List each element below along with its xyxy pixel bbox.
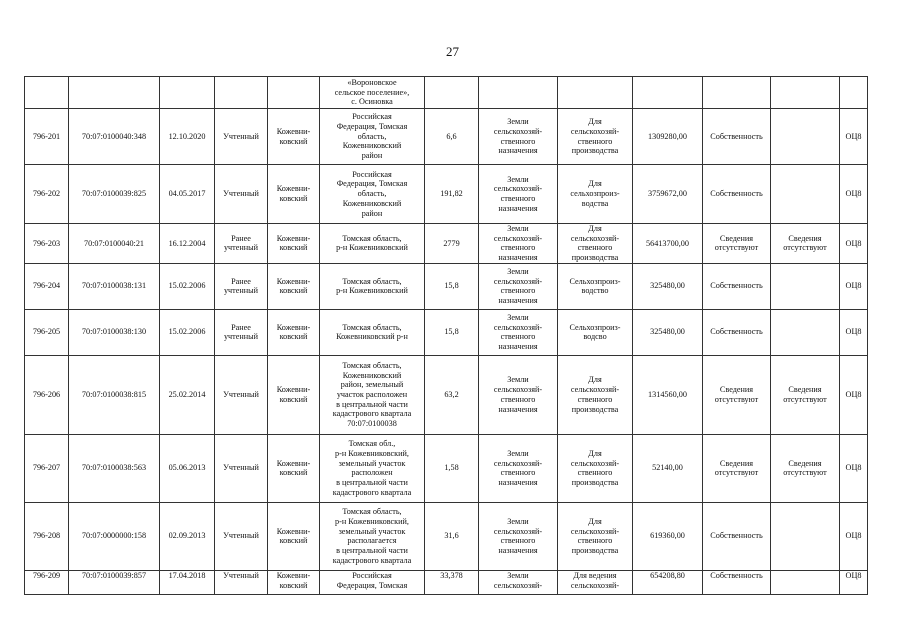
cell-cadastral-number: 70:07:0100039:857 xyxy=(69,570,160,594)
cell-land-category: Земли сельскохозяй- ственного назначения xyxy=(479,309,558,355)
cell-cadastral-number xyxy=(69,77,160,109)
cell-code: ОЦ8 xyxy=(840,165,868,224)
cell-address: Российская Федерация, Томская xyxy=(320,570,425,594)
cell-cadastral-value: 3759672,00 xyxy=(633,165,703,224)
cell-right-holder xyxy=(771,570,840,594)
cell-code: ОЦ8 xyxy=(840,224,868,264)
cell-right-holder xyxy=(771,109,840,165)
cell-address: Российская Федерация, Томская область, Кожевниковский район xyxy=(320,165,425,224)
cell-cadastral-number: 70:07:0000000:158 xyxy=(69,502,160,570)
cell-id: 796-205 xyxy=(25,309,69,355)
cell-code: ОЦ8 xyxy=(840,434,868,502)
cell-right-type: Собственность xyxy=(703,502,771,570)
cell-code: ОЦ8 xyxy=(840,109,868,165)
table-row xyxy=(25,355,868,434)
cell-status: Ранее учтенный xyxy=(215,263,268,309)
cell-date: 15.02.2006 xyxy=(160,263,215,309)
cell-address: «Вороновское сельское поселение», с. Осиновка xyxy=(320,77,425,109)
cell-status: Учтенный xyxy=(215,355,268,434)
cell-area xyxy=(425,77,479,109)
cell-right-holder xyxy=(771,263,840,309)
cell-cadastral-value: 52140,00 xyxy=(633,434,703,502)
cell-right-holder xyxy=(771,77,840,109)
cell-area: 6,6 xyxy=(425,109,479,165)
cell-address: Томская обл., р-н Кожевниковский, земельный участок расположен в центральной части кадастрового квартала xyxy=(320,434,425,502)
table-row xyxy=(25,263,868,309)
cell-id: 796-204 xyxy=(25,263,69,309)
cell-right-holder: Сведения отсутствуют xyxy=(771,224,840,264)
table-row xyxy=(25,434,868,502)
cell-id: 796-209 xyxy=(25,570,69,594)
cell-code: ОЦ8 xyxy=(840,355,868,434)
cell-cadastral-number: 70:07:0100038:130 xyxy=(69,309,160,355)
cell-date xyxy=(160,77,215,109)
cell-land-category: Земли сельскохозяй- ственного назначения xyxy=(479,434,558,502)
table-row xyxy=(25,309,868,355)
cell-right-holder xyxy=(771,309,840,355)
cell-land-category: Земли сельскохозяй- ственного назначения xyxy=(479,224,558,264)
cell-id: 796-202 xyxy=(25,165,69,224)
cell-date: 04.05.2017 xyxy=(160,165,215,224)
cell-cadastral-number: 70:07:0100040:348 xyxy=(69,109,160,165)
cell-status: Учтенный xyxy=(215,502,268,570)
cell-cadastral-value: 619360,00 xyxy=(633,502,703,570)
cell-right-holder: Сведения отсутствуют xyxy=(771,434,840,502)
cell-code: ОЦ8 xyxy=(840,263,868,309)
cell-date: 02.09.2013 xyxy=(160,502,215,570)
cell-right-type: Сведения отсутствуют xyxy=(703,355,771,434)
cell-right-holder: Сведения отсутствуют xyxy=(771,355,840,434)
cell-status: Ранее учтенный xyxy=(215,224,268,264)
cell-code xyxy=(840,77,868,109)
cell-status xyxy=(215,77,268,109)
cell-date: 15.02.2006 xyxy=(160,309,215,355)
cell-address: Томская область, Кожевниковский р-н xyxy=(320,309,425,355)
cell-land-category: Земли сельскохозяй- xyxy=(479,570,558,594)
cell-id: 796-203 xyxy=(25,224,69,264)
cell-address: Томская область, р-н Кожевниковский xyxy=(320,224,425,264)
cell-cadastral-number: 70:07:0100039:825 xyxy=(69,165,160,224)
cell-status: Учтенный xyxy=(215,570,268,594)
cell-permitted-use: Для сельскохозяй- ственного производства xyxy=(558,502,633,570)
cell-status: Ранее учтенный xyxy=(215,309,268,355)
cell-area: 15,8 xyxy=(425,263,479,309)
cell-area: 63,2 xyxy=(425,355,479,434)
cell-cadastral-value: 325480,00 xyxy=(633,309,703,355)
cell-district: Кожевни- ковский xyxy=(268,355,320,434)
cell-permitted-use xyxy=(558,77,633,109)
cell-id: 796-206 xyxy=(25,355,69,434)
cell-address: Российская Федерация, Томская область, Кожевниковский район xyxy=(320,109,425,165)
cell-area: 31,6 xyxy=(425,502,479,570)
cell-cadastral-value: 56413700,00 xyxy=(633,224,703,264)
cell-district: Кожевни- ковский xyxy=(268,224,320,264)
cell-right-type xyxy=(703,77,771,109)
land-plots-table xyxy=(24,76,868,595)
cell-permitted-use: Для ведения сельскохозяй- xyxy=(558,570,633,594)
cell-cadastral-value: 325480,00 xyxy=(633,263,703,309)
cell-cadastral-number: 70:07:0100038:815 xyxy=(69,355,160,434)
cell-status: Учтенный xyxy=(215,434,268,502)
cell-district xyxy=(268,77,320,109)
cell-permitted-use: Для сельскохозяй- ственного производства xyxy=(558,434,633,502)
cell-district: Кожевни- ковский xyxy=(268,165,320,224)
cell-right-holder xyxy=(771,502,840,570)
cell-land-category: Земли сельскохозяй- ственного назначения xyxy=(479,109,558,165)
cell-cadastral-number: 70:07:0100038:563 xyxy=(69,434,160,502)
cell-status: Учтенный xyxy=(215,165,268,224)
cell-cadastral-value: 1309280,00 xyxy=(633,109,703,165)
cell-area: 191,82 xyxy=(425,165,479,224)
cell-right-type: Собственность xyxy=(703,165,771,224)
cell-id: 796-208 xyxy=(25,502,69,570)
cell-area: 15,8 xyxy=(425,309,479,355)
cell-permitted-use: Для сельскохозяй- ственного производства xyxy=(558,355,633,434)
cell-district: Кожевни- ковский xyxy=(268,309,320,355)
cell-district: Кожевни- ковский xyxy=(268,570,320,594)
cell-id: 796-207 xyxy=(25,434,69,502)
cell-cadastral-number: 70:07:0100040:21 xyxy=(69,224,160,264)
cell-date: 16.12.2004 xyxy=(160,224,215,264)
cell-code: ОЦ8 xyxy=(840,309,868,355)
cell-cadastral-number: 70:07:0100038:131 xyxy=(69,263,160,309)
cell-right-holder xyxy=(771,165,840,224)
table-row xyxy=(25,224,868,264)
cell-permitted-use: Для сельскохозяй- ственного производства xyxy=(558,109,633,165)
cell-right-type: Собственность xyxy=(703,263,771,309)
cell-address: Томская область, р-н Кожевниковский xyxy=(320,263,425,309)
cell-district: Кожевни- ковский xyxy=(268,109,320,165)
cell-right-type: Собственность xyxy=(703,309,771,355)
cell-area: 1,58 xyxy=(425,434,479,502)
cell-area: 2779 xyxy=(425,224,479,264)
cell-permitted-use: Для сельхозпроиз- водства xyxy=(558,165,633,224)
cell-date: 05.06.2013 xyxy=(160,434,215,502)
cell-district: Кожевни- ковский xyxy=(268,434,320,502)
cell-land-category: Земли сельскохозяй- ственного назначения xyxy=(479,502,558,570)
cell-right-type: Сведения отсутствуют xyxy=(703,434,771,502)
cell-code: ОЦ8 xyxy=(840,502,868,570)
cell-permitted-use: Сельхозпроиз- водство xyxy=(558,263,633,309)
cell-cadastral-value: 654208,80 xyxy=(633,570,703,594)
cell-right-type: Собственность xyxy=(703,109,771,165)
cell-date: 17.04.2018 xyxy=(160,570,215,594)
cell-address: Томская область, р-н Кожевниковский, земельный участок располагается в центральной части кадастрового квартала xyxy=(320,502,425,570)
cell-right-type: Собственность xyxy=(703,570,771,594)
cell-land-category: Земли сельскохозяй- ственного назначения xyxy=(479,263,558,309)
cell-right-type: Сведения отсутствуют xyxy=(703,224,771,264)
cell-cadastral-value xyxy=(633,77,703,109)
cell-cadastral-value: 1314560,00 xyxy=(633,355,703,434)
page-number: 27 xyxy=(446,44,459,59)
cell-id: 796-201 xyxy=(25,109,69,165)
table-row xyxy=(25,77,868,109)
cell-id xyxy=(25,77,69,109)
cell-district: Кожевни- ковский xyxy=(268,502,320,570)
cell-land-category xyxy=(479,77,558,109)
cell-land-category: Земли сельскохозяй- ственного назначения xyxy=(479,355,558,434)
cell-date: 12.10.2020 xyxy=(160,109,215,165)
table-row xyxy=(25,165,868,224)
cell-district: Кожевни- ковский xyxy=(268,263,320,309)
cell-permitted-use: Для сельскохозяй- ственного производства xyxy=(558,224,633,264)
cell-permitted-use: Сельхозпроиз- водсво xyxy=(558,309,633,355)
table-row xyxy=(25,109,868,165)
cell-land-category: Земли сельскохозяй- ственного назначения xyxy=(479,165,558,224)
cell-code: ОЦ8 xyxy=(840,570,868,594)
cell-address: Томская область, Кожевниковский район, земельный участок расположен в центральной части кадастрового квартала 70:07:0100038 xyxy=(320,355,425,434)
cell-area: 33,378 xyxy=(425,570,479,594)
table-row xyxy=(25,502,868,570)
cell-date: 25.02.2014 xyxy=(160,355,215,434)
cell-status: Учтенный xyxy=(215,109,268,165)
table-row xyxy=(25,570,868,594)
